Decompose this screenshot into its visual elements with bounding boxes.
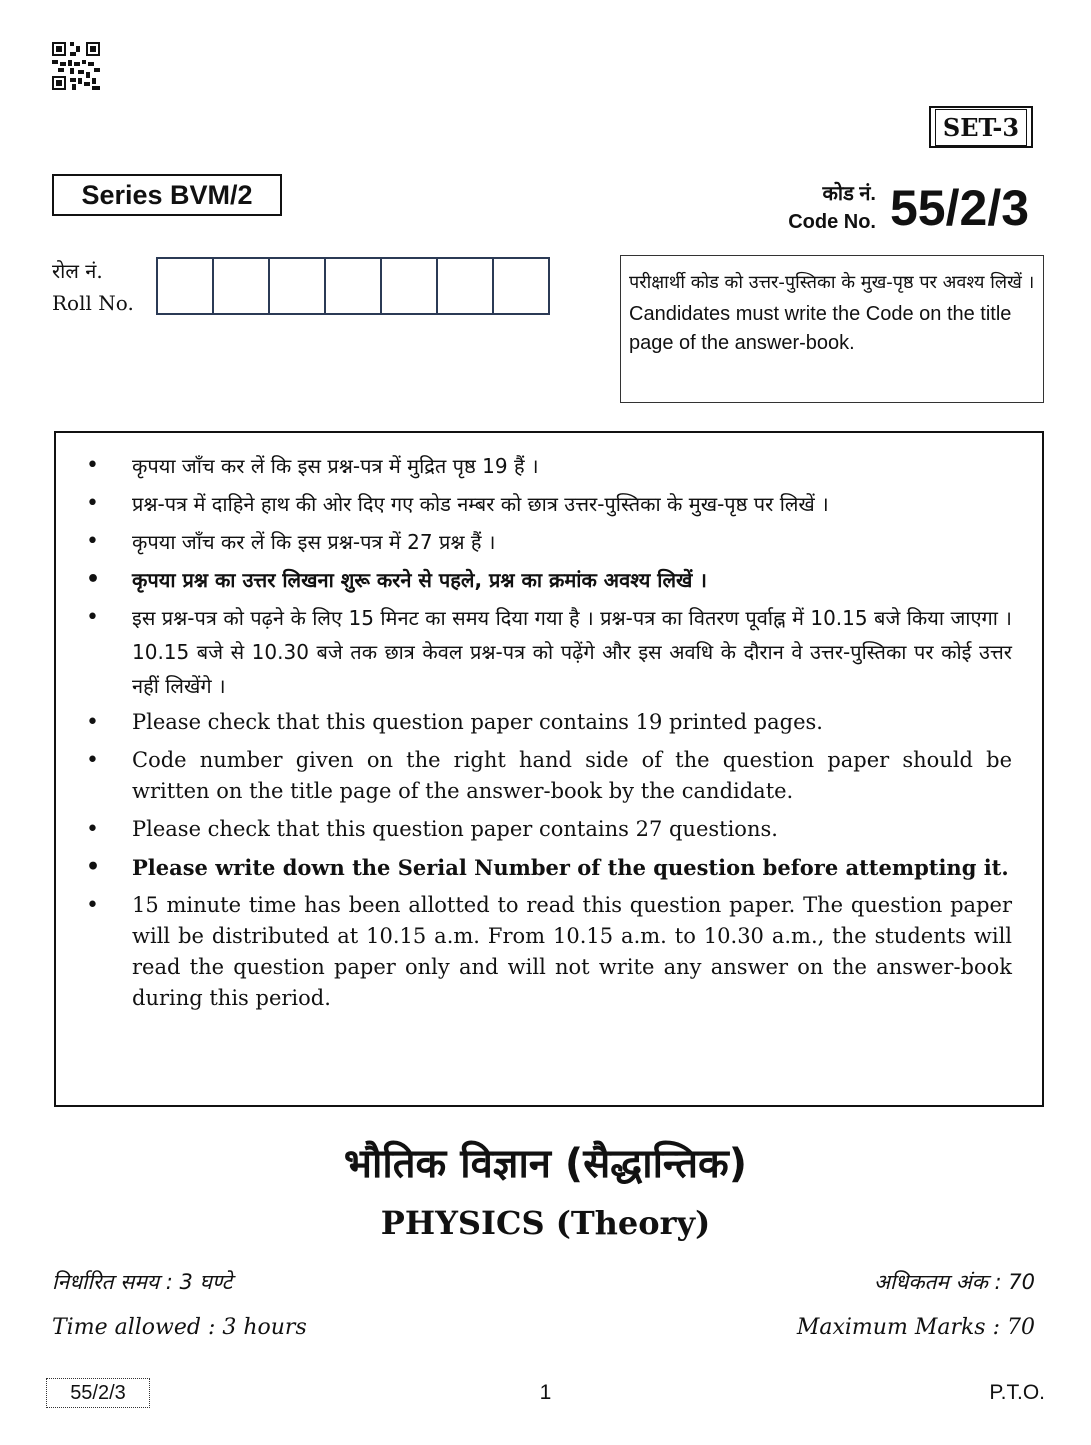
instruction-item: • इस प्रश्न-पत्र को पढ़ने के लिए 15 मिनट का समय दिया गया है । प्रश्न-पत्र का वितरण पूर्वाह्न में 10.15 बजे किया जाएगा । 10.15 बजे से 10.30 बजे तक छात्र केवल प्रश्न-पत्र को पढ़ेंगे और इस अवधि के दौरान वे उत्तर-पुस्तिका पर कोई उत्तर नहीं लिखेंगे । <box>86 601 1012 703</box>
instruction-item: • Please write down the Serial Number of the question before attempting it. <box>86 852 1012 883</box>
pto-label: P.T.O. <box>989 1381 1045 1404</box>
instructions-box <box>54 431 1044 1107</box>
roll-label-hindi: रोल नं. <box>52 259 103 283</box>
roll-label <box>52 255 134 319</box>
roll-number-box[interactable] <box>270 259 326 313</box>
title-english: PHYSICS (Theory) <box>380 1204 711 1242</box>
code-label-hindi: कोड नं. <box>822 183 876 205</box>
max-marks-english: Maximum Marks : 70 <box>796 1315 1035 1340</box>
instruction-item: • कृपया प्रश्न का उत्तर लिखना शुरू करने से पहले, प्रश्न का क्रमांक अवश्य लिखें । <box>86 563 1012 597</box>
code-label <box>740 180 876 236</box>
roll-number-box[interactable] <box>326 259 382 313</box>
instruction-item: • कृपया जाँच कर लें कि इस प्रश्न-पत्र में 27 प्रश्न हैं । <box>86 525 1012 559</box>
max-marks-hindi: अधिकतम अंक : 70 <box>873 1270 1035 1294</box>
time-allowed-hindi: निर्धारित समय : 3 घण्टे <box>52 1270 233 1294</box>
roll-number-box[interactable] <box>438 259 494 313</box>
roll-number-boxes[interactable] <box>156 257 550 315</box>
series-label: Series BVM/2 <box>52 174 282 216</box>
instruction-item: • Code number given on the right hand side of the question paper should be written on the title page of the answer-book by the candidate. <box>86 745 1012 807</box>
roll-number-box[interactable] <box>494 259 548 313</box>
roll-number-box[interactable] <box>158 259 214 313</box>
roll-number-box[interactable] <box>382 259 438 313</box>
footer-code: 55/2/3 <box>46 1378 150 1408</box>
instruction-item: • Please check that this question paper contains 19 printed pages. <box>86 707 1012 738</box>
candidate-note-english: Candidates must write the Code on the title page of the answer-book. <box>629 303 1012 354</box>
instruction-item: • 15 minute time has been allotted to read this question paper. The question paper will be distributed at 10.15 a.m. From 10.15 a.m. to 10.30 a.m., the students will read the question paper only and will not write any answer on the answer-book during this period. <box>86 890 1012 1014</box>
instruction-item: • प्रश्न-पत्र में दाहिने हाथ की ओर दिए गए कोड नम्बर को छात्र उत्तर-पुस्तिका के मुख-पृष्ठ पर लिखें । <box>86 487 1012 521</box>
qr-code-icon <box>52 42 100 90</box>
instruction-item: • कृपया जाँच कर लें कि इस प्रश्न-पत्र में मुद्रित पृष्ठ 19 हैं । <box>86 449 1012 483</box>
code-number: 55/2/3 <box>890 180 1030 236</box>
title-hindi: भौतिक विज्ञान (सैद्धान्तिक) <box>343 1141 748 1187</box>
page-number: 1 <box>539 1381 552 1404</box>
instruction-item: • Please check that this question paper contains 27 questions. <box>86 814 1012 845</box>
roll-number-box[interactable] <box>214 259 270 313</box>
instructions-list <box>86 449 1012 1014</box>
code-label-english: Code No. <box>788 211 876 233</box>
candidate-note <box>620 255 1044 403</box>
roll-label-english: Roll No. <box>52 291 134 315</box>
candidate-note-hindi: परीक्षार्थी कोड को उत्तर-पुस्तिका के मुख-पृष्ठ पर अवश्य लिखें । <box>629 272 1035 293</box>
set-label: SET-3 <box>929 106 1033 148</box>
time-allowed-english: Time allowed : 3 hours <box>52 1315 307 1340</box>
